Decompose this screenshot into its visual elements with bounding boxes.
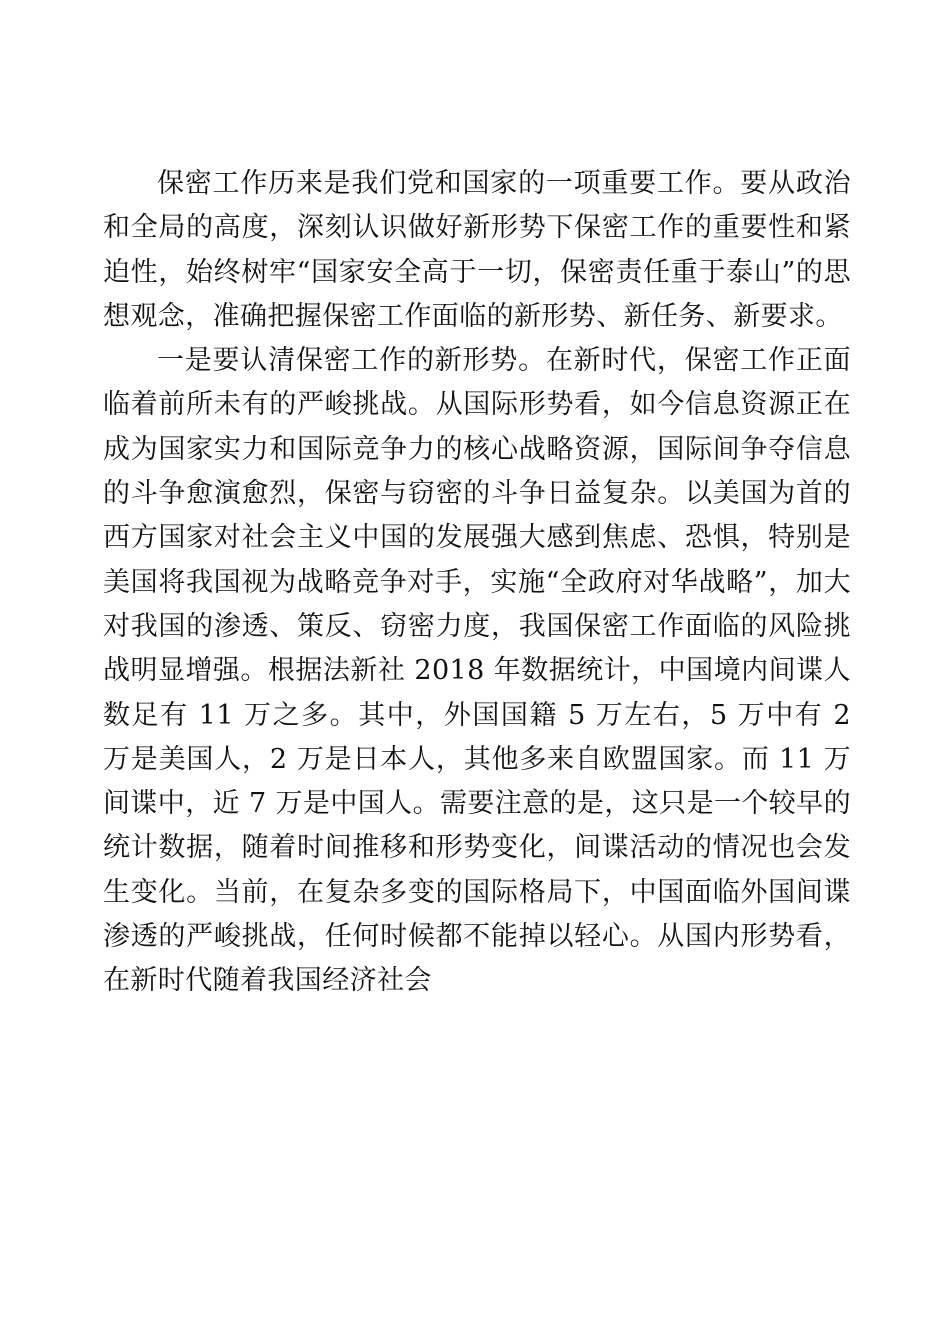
paragraph-situation: 一是要认清保密工作的新形势。在新时代，保密工作正面临着前所未有的严峻挑战。从国际形势看，如今信息资源正在成为国家实力和国际竞争力的核心战略资源，国际间争夺信息的斗争愈演愈烈，保密与窃密的斗争日益复杂。以美国为首的西方国家对社会主义中国的发展强大感到焦虑、恐惧，特别是美国将我国视为战略竞争对手，实施“全政府对华战略”，加大对我国的渗透、策反、窃密力度，我国保密工作面临的风险挑战明显增强。根据法新社 2018 年数据统计，中国境内间谍人数足有 11 万之多。其中，外国国籍 5 万左右，5 万中有 2 万是美国人，2 万是日本人，其他多来自欧盟国家。而 11 万间谍中，近 7 万是中国人。需要注意的是，这只是一个较早的统计数据，随着时间推移和形势变化，间谍活动的情况也会发生变化。当前，在复杂多变的国际格局下，中国面临外国间谍渗透的严峻挑战，任何时候都不能掉以轻心。从国内形势看，在新时代随着我国经济社会 (103, 345, 851, 997)
paragraph-intro: 保密工作历来是我们党和国家的一项重要工作。要从政治和全局的高度，深刻认识做好新形势下保密工作的重要性和紧迫性，始终树牢“国家安全高于一切，保密责任重于泰山”的思想观念，准确把握保密工作面临的新形势、新任务、新要求。 (103, 168, 851, 332)
body-text (103, 162, 851, 1004)
